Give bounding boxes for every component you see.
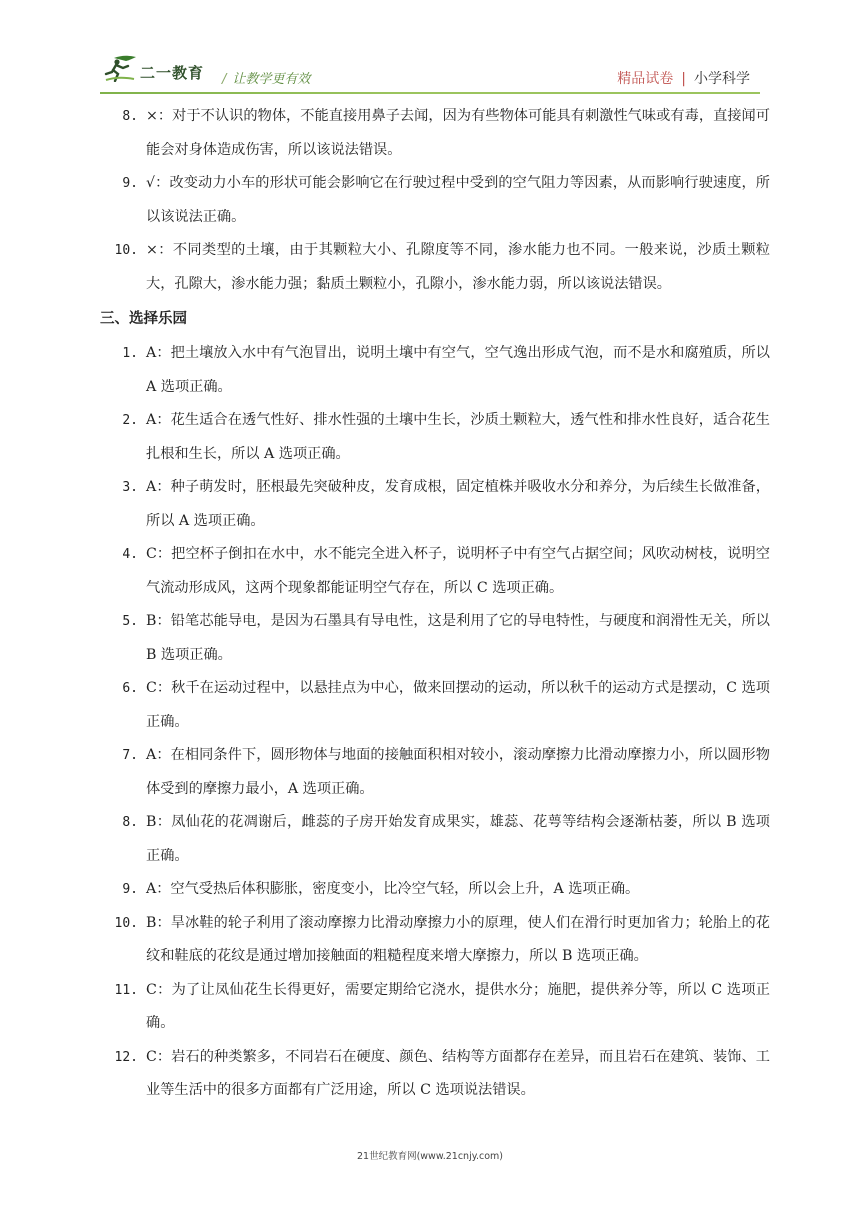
item-text: C：岩石的种类繁多，不同岩石在硬度、颜色、结构等方面都存在差异，而且岩石在建筑、装饰、工业等生活中的很多方面都有广泛用途，所以 C 选项说法错误。 xyxy=(146,1048,770,1098)
item-text: C：秋千在运动过程中，以悬挂点为中心，做来回摆动的运动，所以秋千的运动方式是摆动，C 选项正确。 xyxy=(146,680,770,730)
item-text: √：改变动力小车的形状可能会影响它在行驶过程中受到的空气阻力等因素，从而影响行驶速度，所以该说法正确。 xyxy=(146,175,770,225)
item-text: ×：不同类型的土壤，由于其颗粒大小、孔隙度等不同，渗水能力也不同。一般来说，沙质土颗粒大，孔隙大，渗水能力强；黏质土颗粒小，孔隙小，渗水能力弱，所以该说法错误。 xyxy=(146,242,770,292)
header-tags xyxy=(617,68,750,88)
list-item xyxy=(100,471,770,538)
list-item xyxy=(100,1041,770,1108)
logo-text: 二一教育 xyxy=(140,64,205,82)
premium-tag: 精品试卷 xyxy=(617,71,674,87)
item-number: 4. xyxy=(122,547,138,562)
list-item xyxy=(100,672,770,739)
slogan: / 让教学更有效 xyxy=(222,72,311,87)
page-header xyxy=(0,0,860,96)
item-number: 10. xyxy=(114,243,138,258)
item-number: 12. xyxy=(114,1049,138,1065)
item-text: A：花生适合在透气性好、排水性强的土壤中生长，沙质土颗粒大，透气性和排水性良好，适合花生扎根和生长，所以 A 选项正确。 xyxy=(146,412,770,462)
list-item xyxy=(100,739,770,806)
item-number: 1. xyxy=(122,346,138,361)
item-text: ×：对于不认识的物体，不能直接用鼻子去闻，因为有些物体可能具有刺激性气味或有毒，直接闻可能会对身体造成伤害，所以该说法错误。 xyxy=(146,108,770,158)
section-title: 三、选择乐园 xyxy=(100,311,187,327)
answer-content xyxy=(100,100,770,1108)
list-item xyxy=(100,873,770,907)
item-number: 8. xyxy=(122,815,138,830)
list-item xyxy=(100,974,770,1041)
item-text: B：凤仙花的花凋谢后，雌蕊的子房开始发育成果实，雄蕊、花萼等结构会逐渐枯萎，所以 B 选项正确。 xyxy=(146,814,770,864)
item-text: A：在相同条件下，圆形物体与地面的接触面积相对较小，滚动摩擦力比滑动摩擦力小，所以圆形物体受到的摩擦力最小，A 选项正确。 xyxy=(146,747,770,797)
item-number: 3. xyxy=(122,480,138,495)
item-number: 5. xyxy=(122,614,138,629)
list-item xyxy=(100,234,770,301)
item-number: 9. xyxy=(122,176,138,191)
item-text: C：为了让凤仙花生长得更好，需要定期给它浇水，提供水分；施肥，提供养分等，所以 C 选项正确。 xyxy=(146,981,770,1031)
slogan-text: 让教学更有效 xyxy=(232,72,311,87)
header-separator: | xyxy=(681,71,686,87)
list-item xyxy=(100,404,770,471)
item-text: A：种子萌发时，胚根最先突破种皮，发育成根，固定植株并吸收水分和养分，为后续生长做准备，所以 A 选项正确。 xyxy=(146,479,770,529)
item-number: 6. xyxy=(122,681,138,696)
item-number: 8. xyxy=(122,109,138,124)
list-item xyxy=(100,337,770,404)
item-number: 2. xyxy=(122,413,138,428)
item-text: B：铅笔芯能导电，是因为石墨具有导电性，这是利用了它的导电特性，与硬度和润滑性无关，所以 B 选项正确。 xyxy=(146,613,770,663)
item-text: C：把空杯子倒扣在水中，水不能完全进入杯子，说明杯子中有空气占据空间；风吹动树枝，说明空气流动形成风，这两个现象都能证明空气存在，所以 C 选项正确。 xyxy=(146,546,770,596)
item-number: 7. xyxy=(122,748,138,763)
list-item xyxy=(100,605,770,672)
page-footer: 21世纪教育网(www.21cnjy.com) xyxy=(356,1151,503,1162)
item-number: 10. xyxy=(114,915,138,931)
item-number: 11. xyxy=(114,982,138,998)
item-number: 9. xyxy=(122,882,138,897)
item-text: A：空气受热后体积膨胀，密度变小，比冷空气轻，所以会上升，A 选项正确。 xyxy=(146,881,640,897)
header-rule xyxy=(100,92,760,94)
list-item xyxy=(100,538,770,605)
subject-tag: 小学科学 xyxy=(694,71,750,87)
list-item xyxy=(100,167,770,234)
runner-logo-icon xyxy=(104,54,138,82)
item-text: B：旱冰鞋的轮子利用了滚动摩擦力比滑动摩擦力小的原理，使人们在滑行时更加省力；轮胎上的花纹和鞋底的花纹是通过增加接触面的粗糙程度来增大摩擦力，所以 B 选项正确。 xyxy=(146,914,770,964)
list-item xyxy=(100,100,770,167)
list-item xyxy=(100,806,770,873)
list-item xyxy=(100,907,770,974)
item-text: A：把土壤放入水中有气泡冒出，说明土壤中有空气，空气逸出形成气泡，而不是水和腐殖质，所以 A 选项正确。 xyxy=(146,345,770,395)
